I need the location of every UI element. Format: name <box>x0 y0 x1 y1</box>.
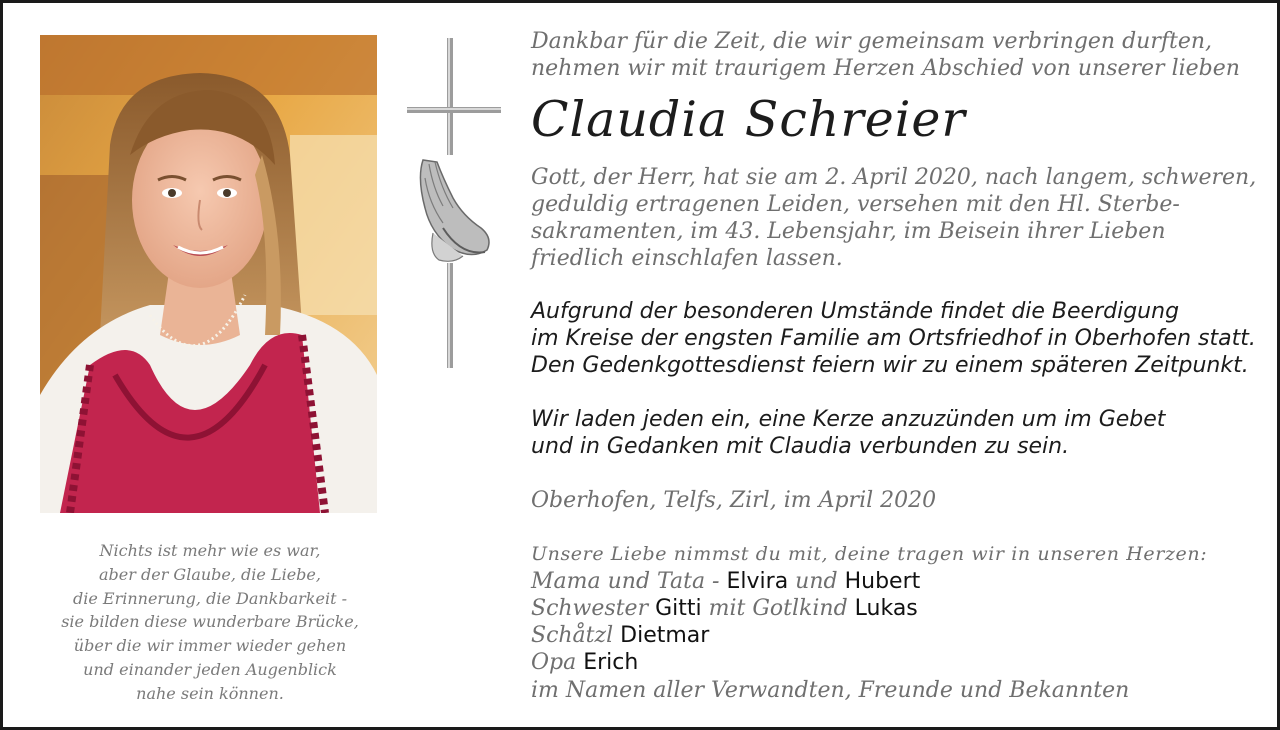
intro-line: nehmen wir mit traurigem Herzen Abschied von unserer lieben <box>531 56 1240 81</box>
mourner-name: Gitti <box>655 596 702 621</box>
mourner-line <box>531 569 920 594</box>
mourner-connector: mit Gotlkind <box>701 596 855 621</box>
death-notice-line: friedlich einschlafen lassen. <box>531 246 843 271</box>
death-notice-line: geduldig ertragenen Leiden, versehen mit den Hl. Sterbe- <box>531 192 1180 217</box>
death-notice-line: Gott, der Herr, hat sie am 2. April 2020, nach langem, schweren, <box>531 165 1257 190</box>
portrait-photo <box>40 35 377 513</box>
mourner-line <box>531 596 918 621</box>
verse-line: nahe sein können. <box>136 683 284 703</box>
place-date: Oberhofen, Telfs, Zirl, im April 2020 <box>531 488 937 513</box>
memorial-verse <box>25 539 395 706</box>
signoff-line: Unsere Liebe nimmst du mit, deine tragen wir in unseren Herzen: <box>531 543 1208 565</box>
verse-line: die Erinnerung, die Dankbarkeit - <box>72 588 348 608</box>
mourner-line <box>531 623 709 648</box>
funeral-info-line: Aufgrund der besonderen Umstände findet die Beerdigung <box>531 299 1180 324</box>
deceased-name: Claudia Schreier <box>531 91 966 148</box>
mourner-line <box>531 650 638 675</box>
verse-line: und einander jeden Augenblick <box>83 659 337 679</box>
mourner-name: Erich <box>583 650 639 675</box>
mourner-relation: Opa <box>531 650 584 675</box>
invitation-line: Wir laden jeden ein, eine Kerze anzuzünden um im Gebet <box>531 407 1166 432</box>
mourner-name: Elvira <box>726 569 789 594</box>
mourner-name: Hubert <box>844 569 921 594</box>
cross-icon <box>403 38 503 368</box>
death-notice-line: sakramenten, im 43. Lebensjahr, im Beisein ihrer Lieben <box>531 219 1166 244</box>
mourner-name: Lukas <box>854 596 918 621</box>
verse-line: über die wir immer wieder gehen <box>73 636 347 656</box>
verse-line: sie bilden diese wunderbare Brücke, <box>61 612 359 632</box>
intro-line: Dankbar für die Zeit, die wir gemeinsam verbringen durften, <box>531 29 1213 54</box>
mourner-connector: und <box>788 569 845 594</box>
praying-hands-icon <box>411 155 497 263</box>
mourner-relation: Mama und Tata - <box>531 569 727 594</box>
funeral-info-line: im Kreise der engsten Familie am Ortsfriedhof in Oberhofen statt. <box>531 326 1256 351</box>
mourner-relation: Schwester <box>531 596 656 621</box>
verse-line: aber der Glaube, die Liebe, <box>99 564 321 584</box>
verse-line: Nichts ist mehr wie es war, <box>99 541 321 560</box>
closing-line: im Namen aller Verwandten, Freunde und Bekannten <box>531 678 1130 703</box>
funeral-info-line: Den Gedenkgottesdienst feiern wir zu einem späteren Zeitpunkt. <box>531 353 1249 378</box>
mourner-relation: Schåtzl <box>531 623 621 648</box>
mourner-name: Dietmar <box>620 623 710 648</box>
invitation-line: und in Gedanken mit Claudia verbunden zu sein. <box>531 434 1070 459</box>
